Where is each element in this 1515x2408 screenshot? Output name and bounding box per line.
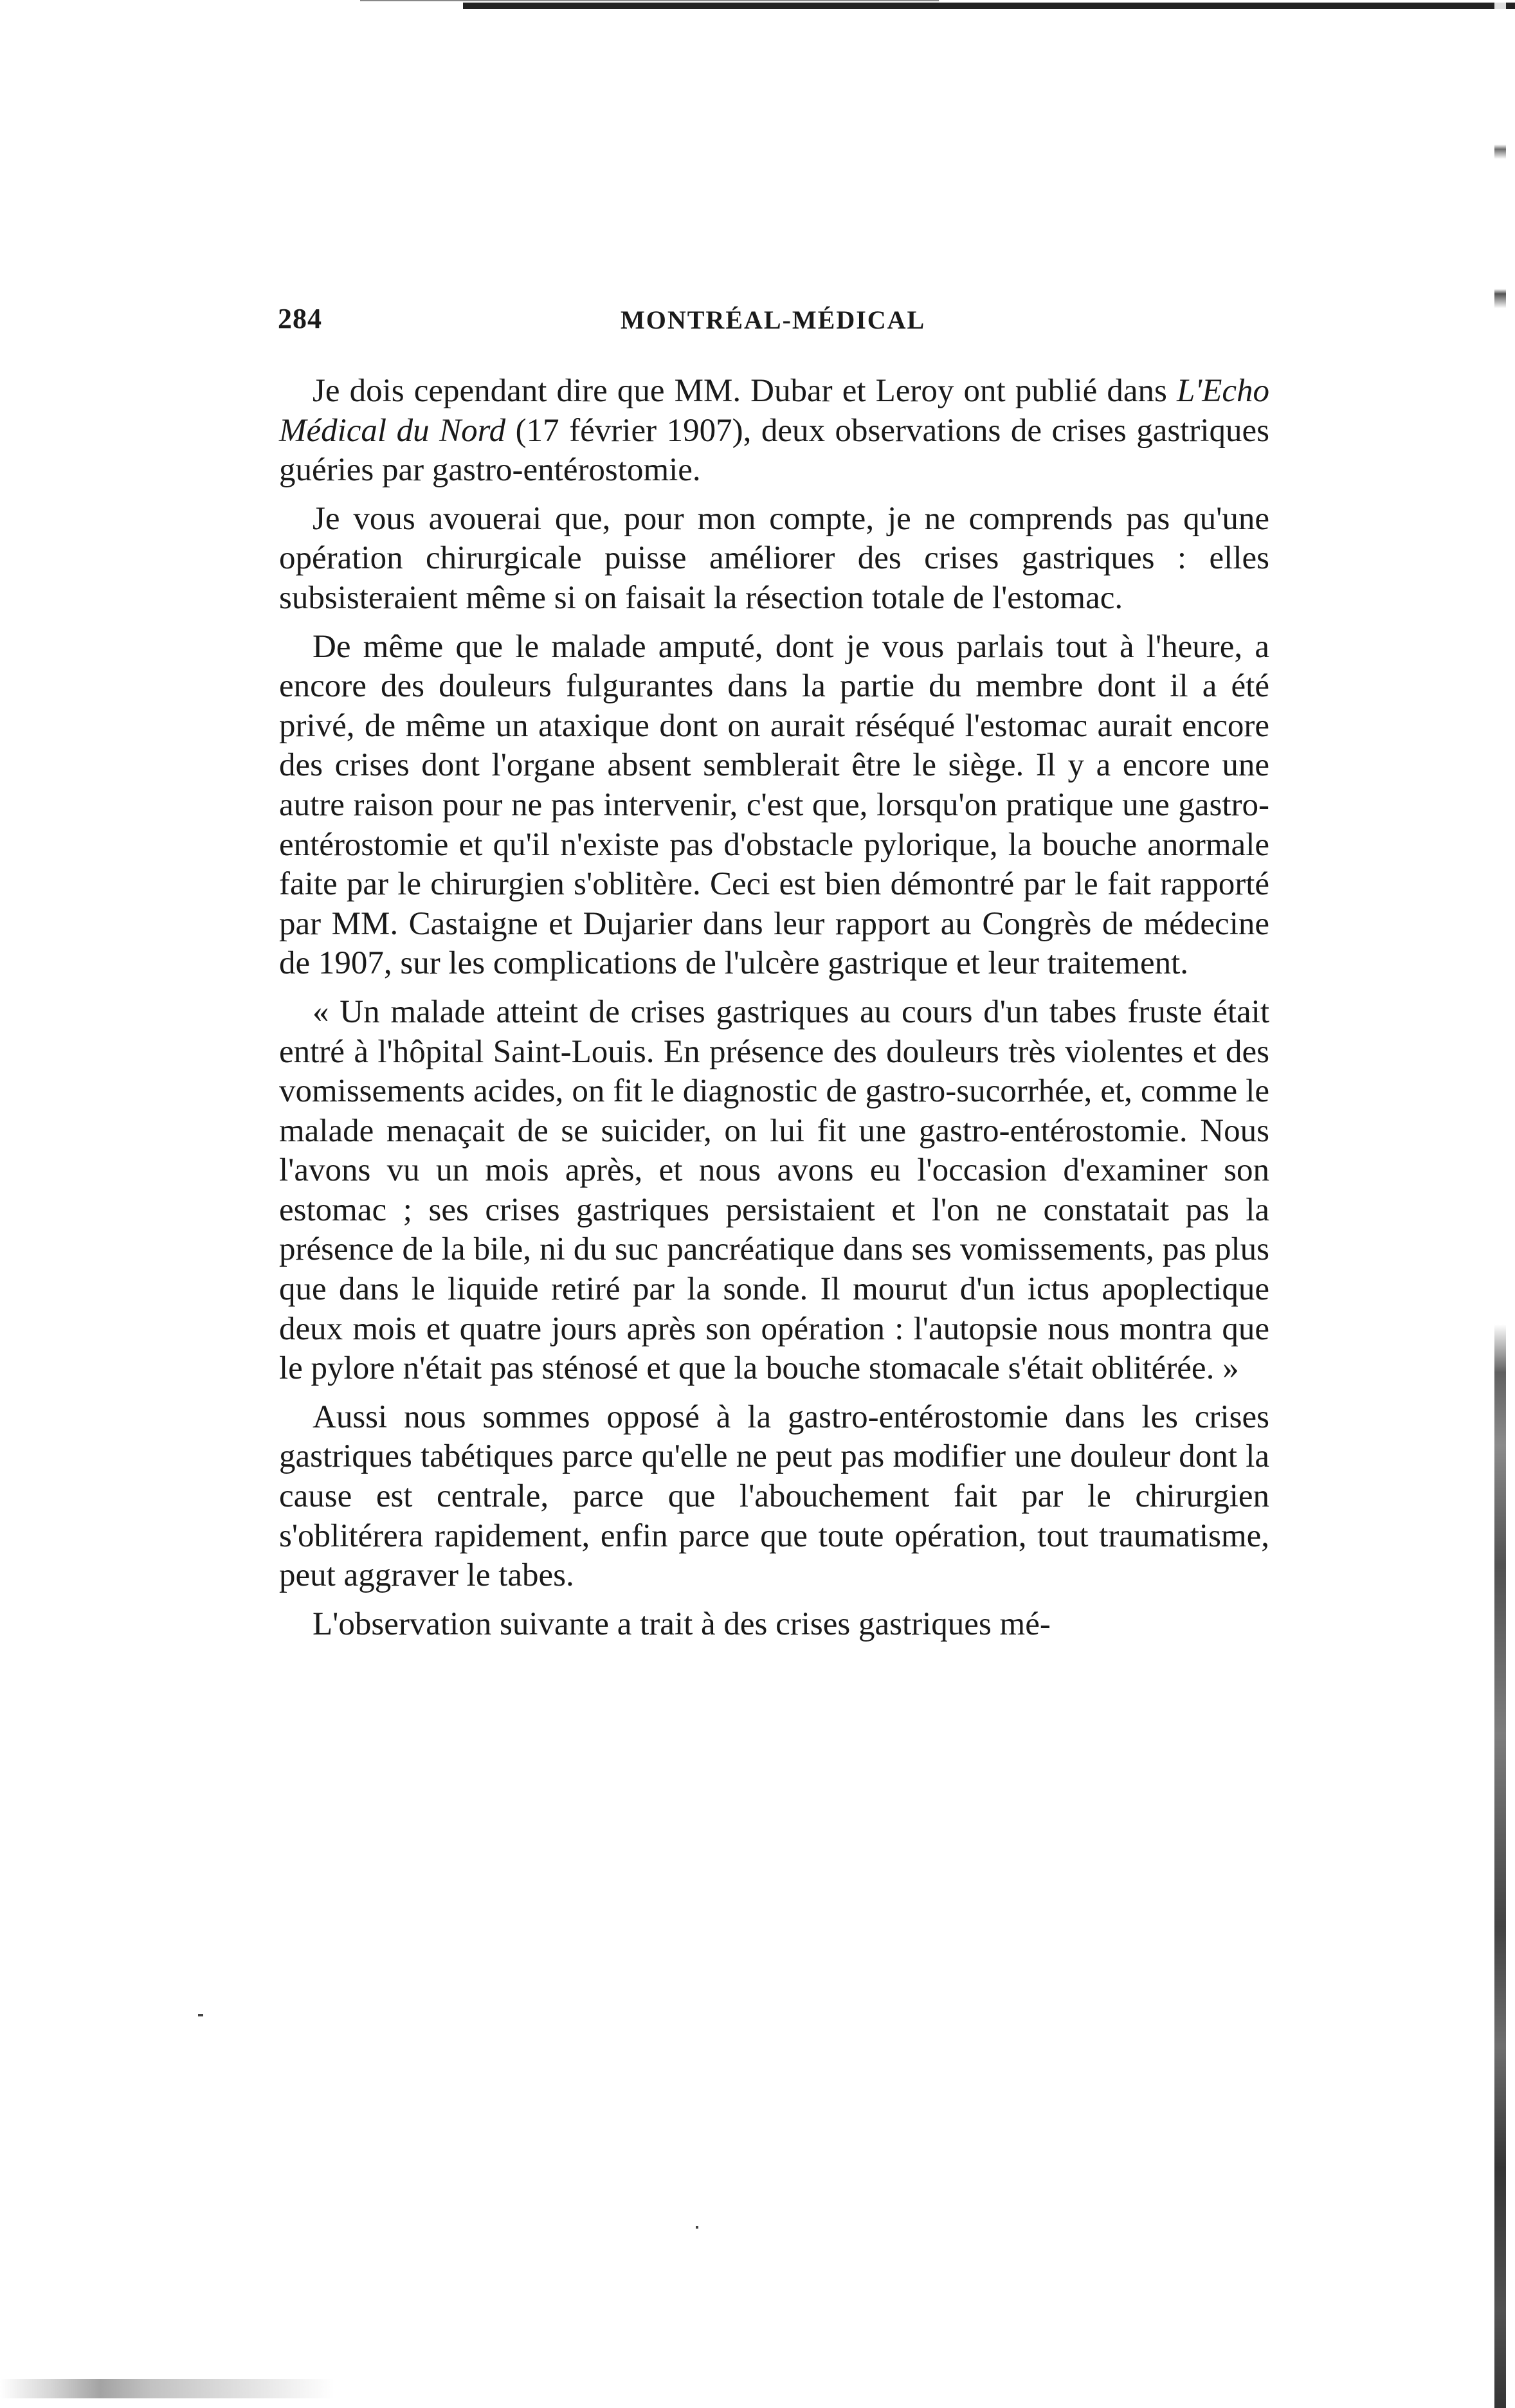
journal-title: L'Echo Médical du Nord [279,373,1269,449]
scan-bottom-smudge [0,2379,334,2398]
scan-speck [696,2226,698,2229]
paragraph: Aussi nous sommes opposé à la gastro-entérostomie dans les crises gastriques tabétiques parce qu'elle ne peut pas modifier une douleur dont la cause est centrale, parce que l'abouchement fait par le chirurgien s'oblitérera rapidement, enfin parce que toute opération, tout traumatisme, peut aggraver le tabes. [279,1399,1269,1594]
page-number: 284 [278,303,322,334]
scan-top-edge-shadow [463,3,1515,9]
body-text [279,372,1269,1644]
paragraph: Je dois cependant dire que MM. Dubar et Leroy ont publié dans L'Echo Médical du Nord (17 février 1907), deux observations de crises gastriques guéries par gastro-entérostomie. [279,373,1269,489]
running-head: MONTRÉAL-MÉDICAL [621,305,926,334]
scan-top-edge-mark [360,0,939,1]
paragraph: L'observation suivante a trait à des crises gastriques mé- [313,1606,1051,1642]
paragraph: De même que le malade amputé, dont je vous parlais tout à l'heure, a encore des douleurs fulgurantes dans la partie du membre dont il a été privé, de même un ataxique dont on aurait réséqué l'estomac aurait encore des crises dont l'organe absent semblerait être le siège. Il y a encore une autre raison pour ne pas intervenir, c'est que, lorsqu'on pratique une gastro-entérostomie et qu'il n'existe pas d'obstacle pylorique, la bouche anormale faite par le chirurgien s'oblitère. Ceci est bien démontré par le fait rapporté par MM. Castaigne et Dujarier dans leur rapport au Congrès de médecine de 1907, sur les complications de l'ulcère gastrique et leur traitement. [279,628,1269,982]
scan-speck [198,2014,203,2016]
scan-right-edge-shadow [1494,0,1506,2408]
quoted-paragraph: « Un malade atteint de crises gastriques au cours d'un tabes fruste était entré à l'hôpital Saint-Louis. En présence des douleurs très violentes et des vomissements acides, on fit le diagnostic de gastro-sucorrhée, et, comme le malade menaçait de se suicider, on lui fit une gastro-entérostomie. Nous l'avons vu un mois après, et nous avons eu l'occasion d'examiner son estomac ; ses crises gastriques persistaient et l'on ne constatait pas la présence de la bile, ni du suc pancréatique dans ses vomissements, pas plus que dans le liquide retiré par la sonde. Il mourut d'un ictus apoplectique deux mois et quatre jours après son opération : l'autopsie nous montra que le pylore n'était pas sténosé et que la bouche stomacale s'était oblitérée. » [279,993,1269,1387]
paragraph: Je vous avouerai que, pour mon compte, je ne comprends pas qu'une opération chirurgicale puisse améliorer des crises gastriques : elles subsisteraient même si on faisait la résection totale de l'estomac. [279,500,1269,616]
